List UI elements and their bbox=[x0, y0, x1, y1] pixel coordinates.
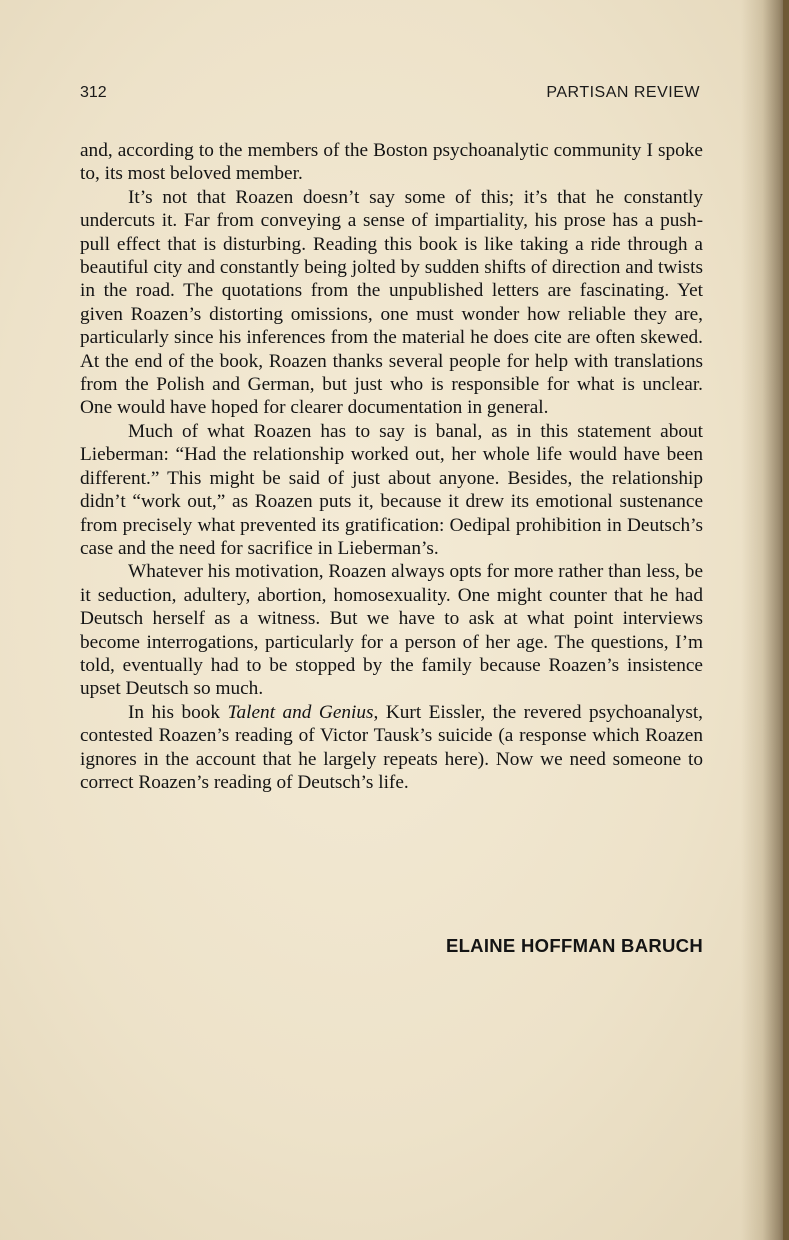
page-edge-shadow bbox=[741, 0, 789, 1240]
paragraph-2: It’s not that Roazen doesn’t say some of this; it’s that he constantly undercuts it. Far from conveying a sense of impartiality, his prose has a push-pull effect that is disturbing. Reading this book is like taking a ride through a beautiful city and constantly being jolted by sudden shifts of direction and twists in the road. The quotations from the unpublished letters are fascinating. Yet given Roazen’s distorting omissions, one must wonder how reliable they are, particularly since his inferences from the material he does cite are often skewed. At the end of the book, Roazen thanks several people for help with translations from the Polish and German, but just who is responsible for what is unclear. One would have hoped for clearer documentation in general. bbox=[80, 186, 703, 419]
paragraph-5-lead: In his book bbox=[128, 701, 228, 723]
paragraph-3: Much of what Roazen has to say is banal, as in this statement about Lieberman: “Had the relationship worked out, her whole life would have been different.” This might be said of just about anyone. Besides, the relationship didn’t “work out,” as Roazen puts it, because it drew its emotional sustenance from precisely what prevented its gratification: Oedipal prohibition in Deutsch’s case and the need for sacrifice in Lieberman’s. bbox=[80, 420, 703, 559]
paragraph-4: Whatever his motivation, Roazen always opts for more rather than less, be it seduction, adultery, abortion, homosexuality. One might counter that he had Deutsch herself as a witness. But we have to ask at what point interviews become interrogations, particularly for a person of her age. The questions, I’m told, eventually had to be stopped by the family because Roazen’s insistence upset Deutsch so much. bbox=[80, 561, 703, 700]
page-number: 312 bbox=[80, 84, 107, 101]
page-header bbox=[80, 84, 700, 110]
paragraph-1: and, according to the members of the Boston psychoanalytic community I spoke to, its most beloved member. bbox=[80, 140, 703, 185]
author-byline: ELAINE HOFFMAN BARUCH bbox=[445, 935, 703, 956]
article-body bbox=[80, 139, 703, 794]
book-title: Talent and Genius bbox=[227, 701, 374, 723]
running-head: PARTISAN REVIEW bbox=[546, 84, 700, 101]
paragraph-5 bbox=[80, 701, 703, 795]
paragraph-5-rest: , Kurt Eissler, the revered psychoanalyst, contested Roazen’s reading of Victor Tausk’s suicide (a response which Roazen ignores in the account that he largely repeats here). Now we need someone to correct Roazen’s reading of Deutsch’s life. bbox=[80, 701, 703, 793]
